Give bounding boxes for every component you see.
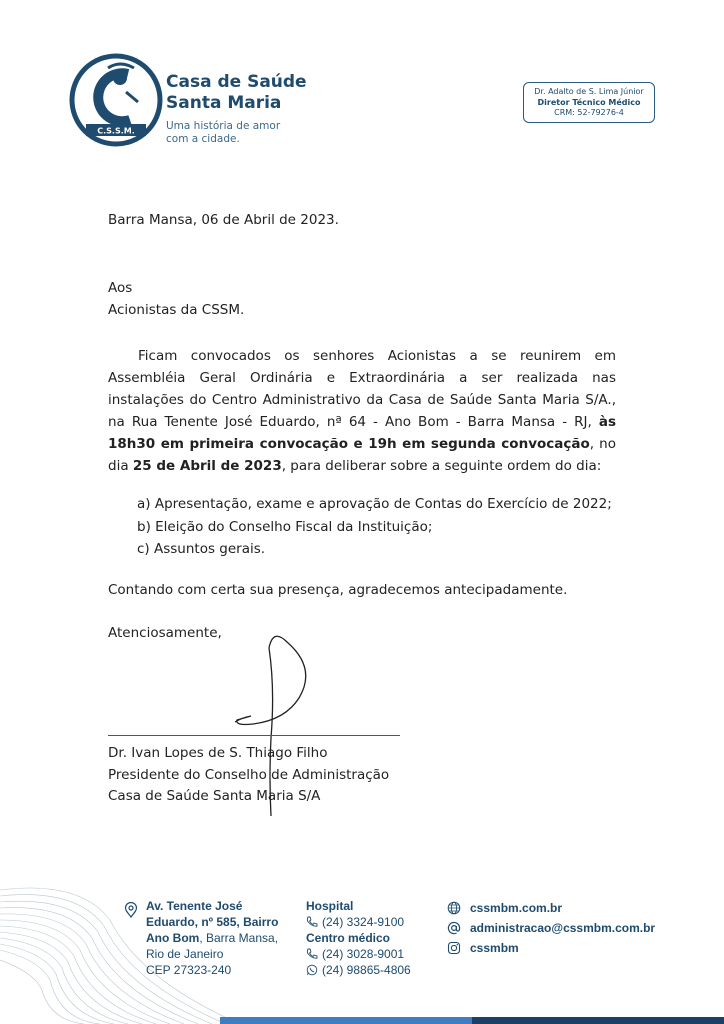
globe-icon <box>447 901 461 915</box>
address-neighborhood: Ano Bom <box>146 931 200 945</box>
whatsapp-icon <box>306 964 318 976</box>
address-city: , Barra Mansa, <box>199 931 279 945</box>
whatsapp-phone: (24) 98865-4806 <box>322 963 411 977</box>
agenda-item: a) Apresentação, exame e aprovação de Contas do Exercício de 2022; <box>137 496 612 512</box>
address-line-1: Av. Tenente José <box>146 899 243 913</box>
director-role: Diretor Técnico Médico <box>537 97 641 107</box>
cssm-logo <box>68 50 164 154</box>
hospital-label: Hospital <box>306 899 354 913</box>
footer-bar-light <box>220 1017 472 1024</box>
brand-tagline <box>166 120 280 146</box>
signer-title: Presidente do Conselho de Administração <box>108 766 390 783</box>
footer-online <box>447 898 655 958</box>
signer-name: Dr. Ivan Lopes de S. Thiago Filho <box>108 745 328 761</box>
hospital-phone: (24) 3324-9100 <box>322 915 405 929</box>
medical-center-label: Centro médico <box>306 931 391 945</box>
hospital-phone-row[interactable] <box>306 914 411 930</box>
paragraph-text-1: Ficam convocados os senhores Acionistas a se reunirem em Assembléia Geral Ordinária e Extraordinária a ser realizada nas instalações do Centro Administrativo da Casa de Saúde Santa Maria S/A., na Rua Tenente José Eduardo, nª 64 - Ano Bom - Barra Mansa - RJ, <box>108 348 616 430</box>
tagline-line-1: Uma história de amor <box>166 120 281 132</box>
agenda-item: b) Eleição do Conselho Fiscal da Instituição; <box>137 518 433 535</box>
footer-bar-dark <box>472 1017 724 1024</box>
address-line-5: CEP 27323-240 <box>146 963 232 977</box>
website-link: cssmbm.com.br <box>470 901 563 915</box>
address-line-4: Rio de Janeiro <box>146 947 224 961</box>
convocation-paragraph <box>108 345 616 477</box>
tagline-line-2: com a cidade. <box>166 133 240 145</box>
recipient-line-1: Aos <box>108 280 133 296</box>
footer-address <box>146 898 286 978</box>
email-link: administracao@cssmbm.com.br <box>470 921 656 935</box>
logo-text: C.S.S.M. <box>97 126 135 136</box>
location-pin-icon <box>124 902 138 918</box>
instagram-handle: cssmbm <box>470 941 519 955</box>
whatsapp-phone-row[interactable] <box>306 962 411 978</box>
recipient <box>108 277 244 321</box>
paragraph-time-bold: às 18h30 em primeira convocação e 19h em segunda convocação <box>108 414 616 452</box>
phone-icon <box>306 916 318 928</box>
brand-name <box>166 72 307 114</box>
signer-block <box>108 743 389 808</box>
director-box <box>523 82 655 123</box>
signature-line <box>108 735 400 736</box>
agenda-list <box>137 493 612 561</box>
instagram-row[interactable] <box>447 938 655 958</box>
director-name: Dr. Adalto de S. Lima Júnior <box>534 87 644 96</box>
paragraph-text-2: , no dia <box>108 436 616 474</box>
paragraph-date-bold: 25 de Abril de 2023 <box>132 458 282 474</box>
medical-center-phone-row[interactable] <box>306 946 411 962</box>
at-sign-icon <box>447 921 461 935</box>
regards: Atenciosamente, <box>108 625 222 641</box>
instagram-icon <box>447 941 461 955</box>
letter-date: Barra Mansa, 06 de Abril de 2023. <box>108 212 339 228</box>
closing-sentence: Contando com certa sua presença, agradecemos antecipadamente. <box>108 582 568 598</box>
email-row[interactable] <box>447 918 655 938</box>
brand-line-2: Santa Maria <box>166 93 282 113</box>
agenda-item: c) Assuntos gerais. <box>137 541 266 557</box>
signer-organization: Casa de Saúde Santa Maria S/A <box>108 788 321 804</box>
footer-phones <box>306 898 411 978</box>
website-row[interactable] <box>447 898 655 918</box>
paragraph-text-3: , para deliberar sobre a seguinte ordem do dia: <box>281 458 602 474</box>
address-line-3 <box>146 930 286 946</box>
recipient-line-2: Acionistas da CSSM. <box>108 302 245 318</box>
medical-center-phone: (24) 3028-9001 <box>322 947 405 961</box>
address-line-2: Eduardo, nº 585, Bairro <box>146 915 279 929</box>
phone-icon <box>306 948 318 960</box>
brand-line-1: Casa de Saúde <box>166 72 307 92</box>
director-crm: CRM: 52-79276-4 <box>554 108 624 117</box>
